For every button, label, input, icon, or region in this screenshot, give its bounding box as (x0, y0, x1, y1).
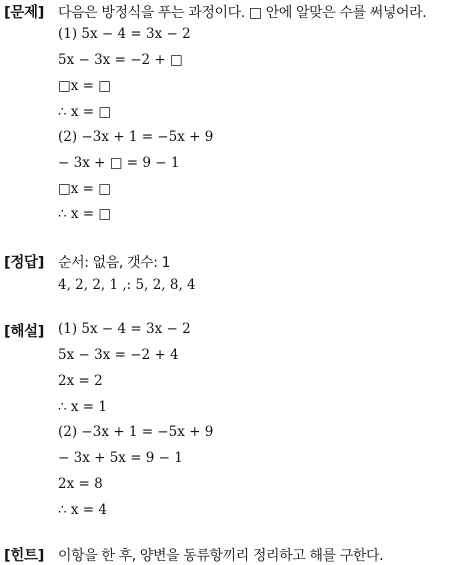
solution-line-5: (2) −3x + 1 = −5x + 9 (58, 424, 214, 440)
problem-line-8: ∴ x = □ (58, 206, 112, 222)
problem-line-3: □x = □ (58, 78, 112, 94)
solution-tag: [해설] (4, 324, 45, 340)
problem-line-7: □x = □ (58, 181, 112, 197)
problem-prompt: 다음은 방정식을 푸는 과정이다. □ 안에 알맞은 수를 써넣어라. (58, 5, 427, 21)
answer-meta: 순서: 없음, 갯수: 1 (58, 255, 171, 271)
solution-line-7: 2x = 8 (58, 476, 103, 492)
answer-tag: [정답] (4, 255, 45, 271)
solution-line-3: 2x = 2 (58, 373, 103, 389)
hint-tag: [힌트] (4, 548, 45, 564)
problem-line-5: (2) −3x + 1 = −5x + 9 (58, 129, 214, 145)
problem-line-2: 5x − 3x = −2 + □ (58, 52, 183, 68)
solution-line-2: 5x − 3x = −2 + 4 (58, 347, 179, 363)
solution-line-1: (1) 5x − 4 = 3x − 2 (58, 321, 191, 337)
hint-text: 이항을 한 후, 양변을 동류항끼리 정리하고 해를 구한다. (58, 548, 384, 564)
problem-line-6: − 3x + □ = 9 − 1 (58, 155, 180, 171)
problem-tag: [문제] (4, 5, 45, 21)
solution-line-6: − 3x + 5x = 9 − 1 (58, 450, 183, 466)
problem-line-1: (1) 5x − 4 = 3x − 2 (58, 26, 191, 42)
solution-line-4: ∴ x = 1 (58, 399, 107, 415)
solution-line-8: ∴ x = 4 (58, 502, 107, 518)
answer-values: 4, 2, 2, 1 ,: 5, 2, 8, 4 (58, 277, 196, 293)
problem-line-4: ∴ x = □ (58, 104, 112, 120)
